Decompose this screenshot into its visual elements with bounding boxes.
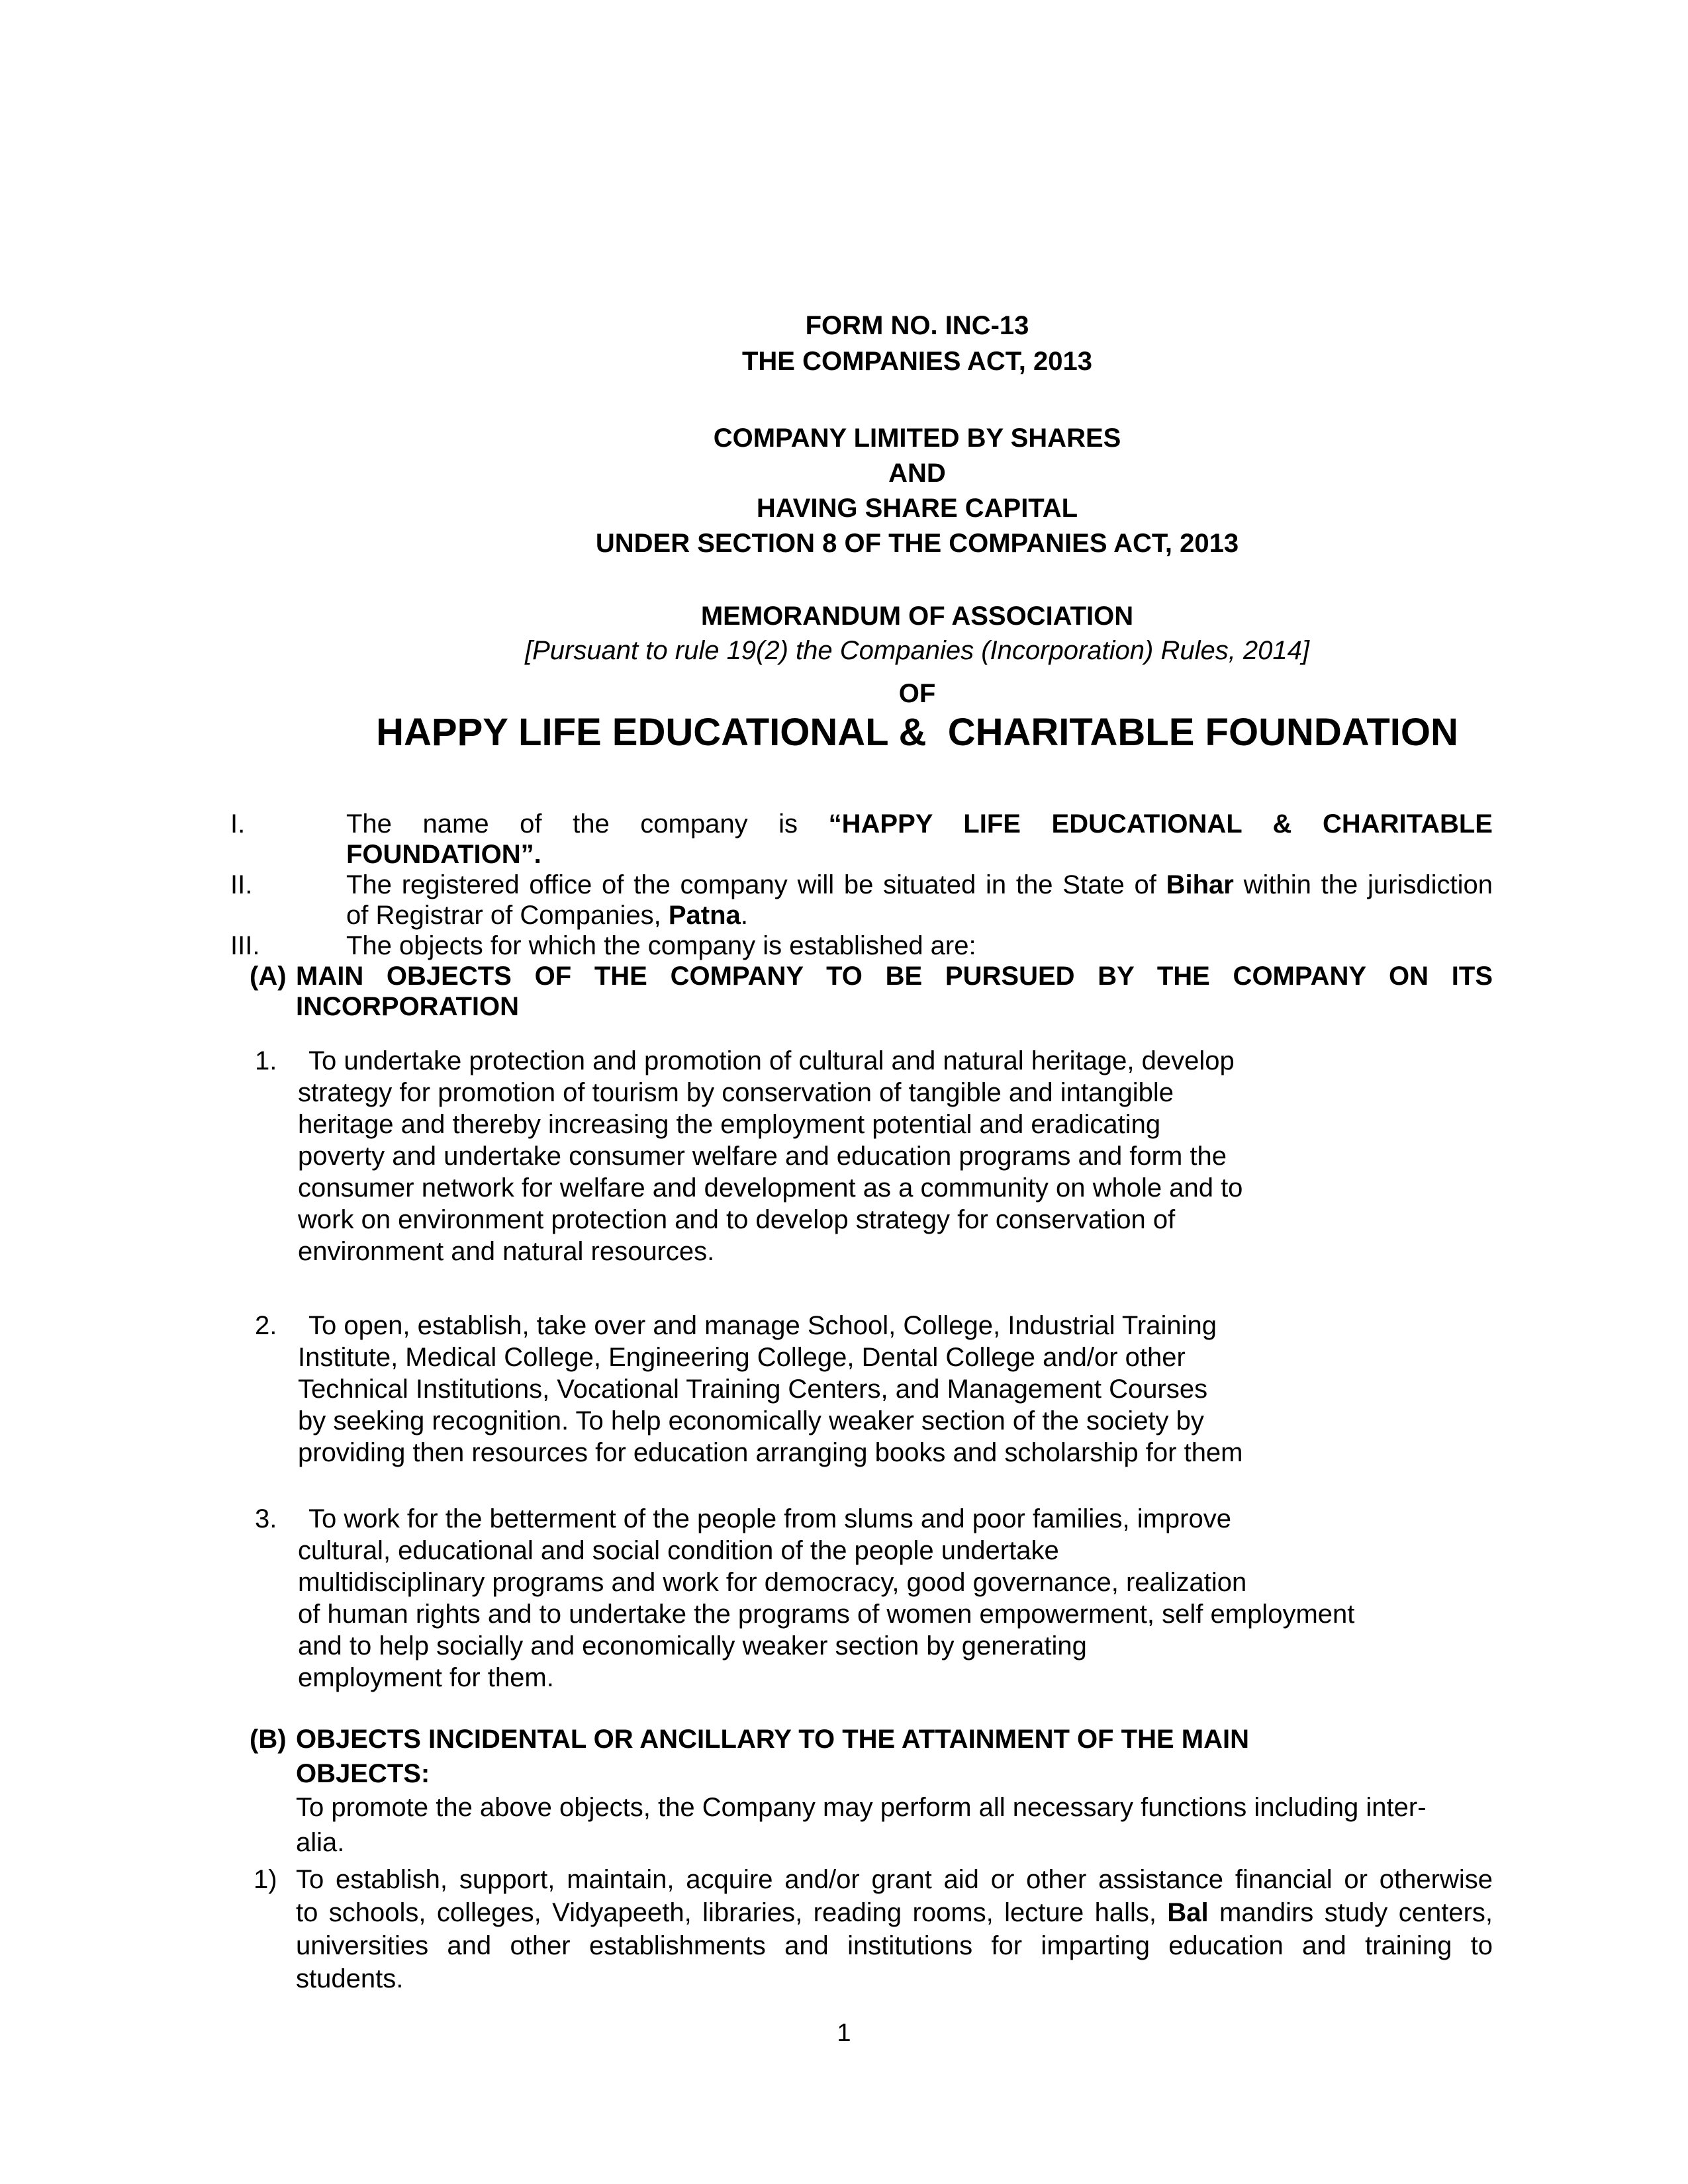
heading-pursuant: [Pursuant to rule 19(2) the Companies (Incorporation) Rules, 2014]	[524, 636, 1310, 665]
clause-ii	[230, 870, 1493, 931]
main-object-1-line: work on environment protection and to develop strategy for conservation of	[298, 1205, 1176, 1234]
clause-i	[230, 809, 1493, 870]
main-object-1	[255, 1045, 1513, 1267]
section-b-line1: OBJECTS INCIDENTAL OR ANCILLARY TO THE ATTAINMENT OF THE MAIN	[296, 1725, 1249, 1754]
main-object-3-line: of human rights and to undertake the programs of women empowerment, self employment	[298, 1600, 1355, 1629]
main-object-1-line: To undertake protection and promotion of cultural and natural heritage, develop	[308, 1046, 1235, 1075]
clause-ii-line2-bold: Patna	[668, 901, 741, 930]
heading-and: AND	[888, 459, 946, 488]
heading-section8: UNDER SECTION 8 OF THE COMPANIES ACT, 2013	[595, 529, 1239, 558]
heading-memorandum: MEMORANDUM OF ASSOCIATION	[700, 602, 1134, 631]
heading-form-block	[287, 308, 1548, 379]
ancillary-object-1-line2-bold: Bal	[1167, 1898, 1209, 1927]
ancillary-object-1-number: 1)	[254, 1865, 277, 1894]
main-object-3-line: and to help socially and economically weaker section by generating	[298, 1631, 1087, 1661]
clause-ii-line2	[346, 900, 1493, 931]
clause-i-line1-bold: “HAPPY LIFE EDUCATIONAL & CHARITABLE	[828, 809, 1493, 839]
ancillary-object-1-line2-tail: mandirs study centers,	[1208, 1898, 1493, 1927]
main-object-2-number: 2.	[255, 1311, 277, 1340]
main-object-3-line: To work for the betterment of the people from slums and poor families, improve	[308, 1504, 1231, 1533]
ancillary-object-1-line2	[296, 1896, 1493, 1929]
clause-ii-line2-tail: .	[740, 901, 748, 930]
section-b-heading	[250, 1722, 1493, 1791]
heading-act: THE COMPANIES ACT, 2013	[741, 347, 1092, 376]
section-b-intro	[296, 1790, 1494, 1860]
main-object-3-line: multidisciplinary programs and work for democracy, good governance, realization	[298, 1568, 1247, 1597]
main-object-1-number: 1.	[255, 1046, 277, 1075]
section-a-label: (A)	[250, 962, 287, 991]
section-b-intro-line2: alia.	[296, 1828, 345, 1857]
clause-iii-number: III.	[230, 931, 260, 960]
clause-ii-line1-bold: Bihar	[1166, 870, 1234, 899]
clause-ii-line1-text: The registered office of the company will be situated in the State of	[346, 870, 1166, 899]
clause-iii-text: The objects for which the company is established are:	[346, 931, 976, 960]
ancillary-object-1-line4: students.	[296, 1964, 404, 1993]
clause-iii	[230, 931, 1493, 961]
main-object-1-line: consumer network for welfare and development as a community on whole and to	[298, 1173, 1243, 1203]
heading-form-no: FORM NO. INC-13	[805, 311, 1029, 340]
heading-company-limited: COMPANY LIMITED BY SHARES	[713, 424, 1121, 453]
main-object-2-line: providing then resources for education arranging books and scholarship for them	[298, 1438, 1243, 1467]
main-object-1-line: poverty and undertake consumer welfare and education programs and form the	[298, 1142, 1227, 1171]
heading-of: OF	[898, 679, 936, 708]
main-object-3-number: 3.	[255, 1504, 277, 1533]
clause-i-line2: FOUNDATION”.	[346, 840, 541, 869]
clause-ii-line2-text: of Registrar of Companies,	[346, 901, 669, 930]
section-a-heading	[250, 961, 1493, 1022]
clause-ii-number: II.	[230, 870, 253, 899]
main-object-3	[255, 1503, 1513, 1694]
ancillary-object-1-line1: To establish, support, maintain, acquire and/or grant aid or other assistance financial or otherwise	[296, 1865, 1493, 1894]
main-object-3-line: employment for them.	[298, 1663, 554, 1692]
main-object-1-line: strategy for promotion of tourism by conservation of tangible and intangible	[298, 1078, 1174, 1107]
company-name-title: HAPPY LIFE EDUCATIONAL & CHARITABLE FOUNDATION	[376, 711, 1458, 754]
main-object-3-line: cultural, educational and social condition of the people undertake	[298, 1536, 1059, 1565]
section-a-line2: INCORPORATION	[296, 992, 520, 1021]
clause-ii-line1-tail: within the jurisdiction	[1233, 870, 1493, 899]
heading-company-type-block	[287, 421, 1548, 561]
section-b-line2: OBJECTS:	[296, 1759, 430, 1788]
section-b-intro-line1: To promote the above objects, the Company may perform all necessary functions including inter-	[296, 1793, 1427, 1822]
clause-i-line1	[346, 809, 1493, 839]
main-object-2-line: Institute, Medical College, Engineering College, Dental College and/or other	[298, 1343, 1186, 1372]
section-a-line1: MAIN OBJECTS OF THE COMPANY TO BE PURSUED BY THE COMPANY ON ITS	[296, 962, 1493, 991]
main-object-2-line: by seeking recognition. To help economically weaker section of the society by	[298, 1406, 1204, 1435]
main-object-2	[255, 1310, 1513, 1469]
section-b-label: (B)	[250, 1725, 287, 1754]
ancillary-object-1	[254, 1863, 1493, 1995]
main-object-1-line: environment and natural resources.	[298, 1237, 715, 1266]
main-object-2-line: Technical Institutions, Vocational Training Centers, and Management Courses	[298, 1375, 1208, 1404]
main-object-1-line: heritage and thereby increasing the employment potential and eradicating	[298, 1110, 1161, 1139]
ancillary-object-1-line2-text: to schools, colleges, Vidyapeeth, libraries, reading rooms, lecture halls,	[296, 1898, 1168, 1927]
ancillary-object-1-line3: universities and other establishments and institutions for imparting education and training to	[296, 1931, 1493, 1960]
clause-ii-line1	[346, 870, 1493, 900]
clause-i-line1-text: The name of the company is	[346, 809, 829, 839]
main-object-2-line: To open, establish, take over and manage School, College, Industrial Training	[308, 1311, 1217, 1340]
clause-i-number: I.	[230, 809, 246, 839]
page-number: 1	[837, 2019, 851, 2047]
heading-share-capital: HAVING SHARE CAPITAL	[756, 494, 1078, 523]
